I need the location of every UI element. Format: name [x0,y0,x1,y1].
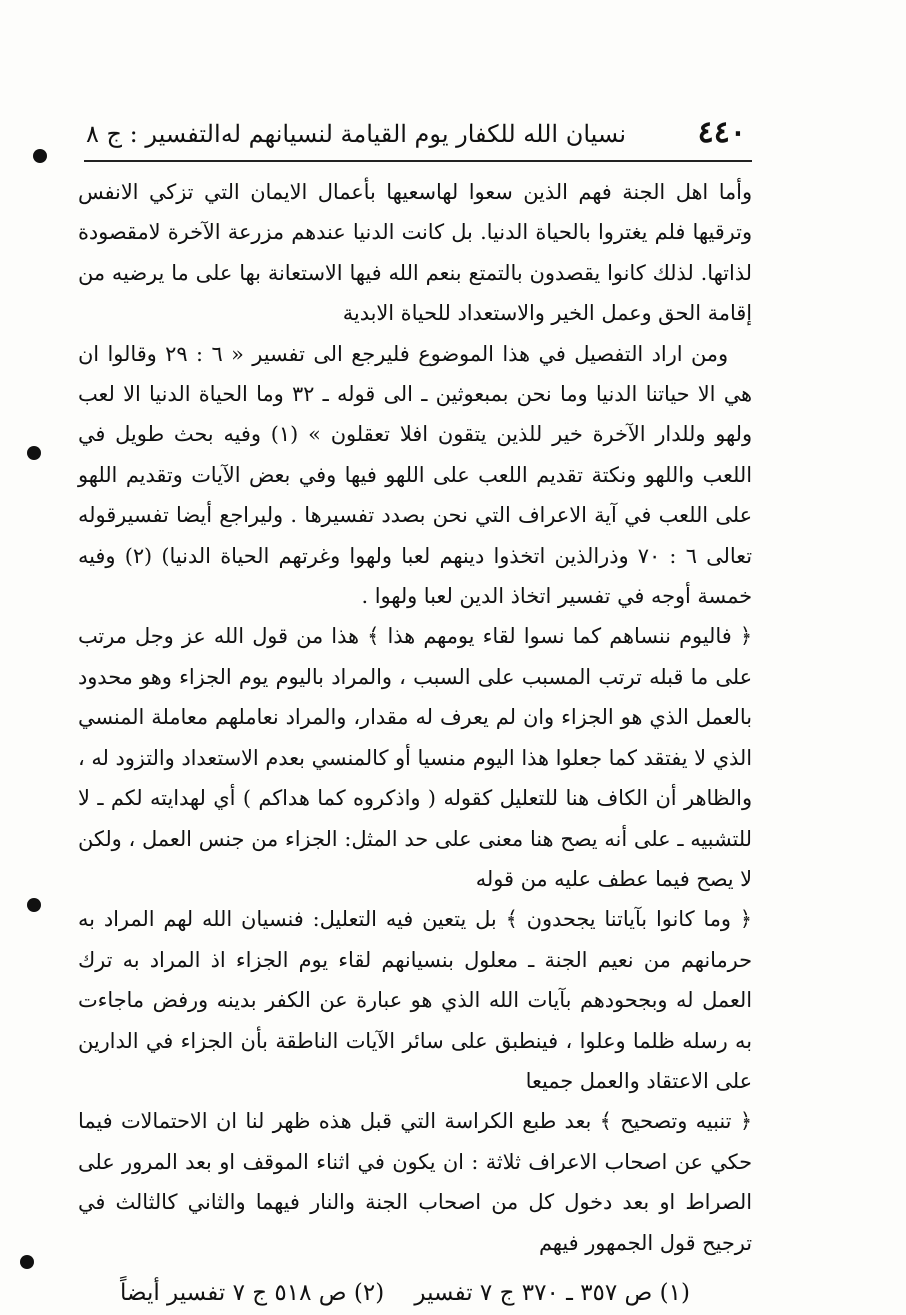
paragraph: وأما اهل الجنة فهم الذين سعوا لهاسعيها بأعمال الايمان التي تزكي الانفس وترقيها فلم يغتروا بالحياة الدنيا. بل كانت الدنيا عندهم مزرعة الآخرة لامقصودة لذاتها. لذلك كانوا يقصدون بالتمتع بنعم الله فيها الاستعانة بها على ما يرضيه من إقامة الحق وعمل الخير والاستعداد للحياة الابدية [78,180,752,326]
footnote-1: (١) ص ٣٥٧ ـ ٣٧٠ ج ٧ تفسير [414,1280,690,1306]
page-number: ٤٤٠ [697,115,746,150]
section-reference: التفسير : ج ٨ [86,120,221,148]
paragraph: ﴿ وما كانوا بآياتنا يجحدون ﴾ بل يتعين فيه التعليل: فنسيان الله لهم المراد به حرمانهم من نعيم الجنة ـ معلول بنسيانهم لقاء يوم الجزاء اذ المراد به ترك العمل له وبجحودهم بآيات الله الذي هو عبارة عن الكفر بدينه ورفض ماجاءت به رسله ظلما وعلوا ، فينطبق على سائر الآيات الناطقة بأن الجزاء في الدارين على الاعتقاد والعمل جميعا [78,907,752,1093]
punch-hole-mark [20,1255,34,1269]
running-title: نسيان الله للكفار يوم القيامة لنسيانهم له [220,120,626,148]
paragraph: ومن اراد التفصيل في هذا الموضوع فليرجع الى تفسير « ٦ : ٢٩ وقالوا ان هي الا حياتنا الدنيا وما نحن بمبعوثين ـ الى قوله ـ ٣٢ وما الحياة الدنيا الا لعب ولهو وللدار الآخرة خير للذين يتقون افلا تعقلون » (١) وفيه بحث طويل في اللعب واللهو ونكتة تقديم اللعب على اللهو فيها وفي بعض الآيات وتقديم اللهو على اللعب في آية الاعراف التي نحن بصدد تفسيرها . وليراجع أيضا تفسيرقوله تعالى ٦ : ٧٠ وذرالذين اتخذوا دينهم لعبا ولهوا وغرتهم الحياة الدنيا) (٢) وفيه خمسة أوجه في تفسير اتخاذ الدين لعبا ولهوا . [78,341,752,609]
paragraph: ﴿ فاليوم ننساهم كما نسوا لقاء يومهم هذا ﴾ هذا من قول الله عز وجل مرتب على ما قبله ترتب المسبب على السبب ، والمراد باليوم يوم الجزاء وهو محدود بالعمل الذي هو الجزاء وان لم يعرف له مقدار، والمراد نعاملهم معاملة المنسي الذي لا يفتقد كما جعلوا هذا اليوم منسيا أو كالمنسي بعدم الاستعداد والتزود له ، والظاهر أن الكاف هنا للتعليل كقوله ( واذكروه كما هداكم ) أي لهدايته لكم ـ لا للتشبيه ـ على أنه يصح هنا معنى على حد المثل: الجزاء من جنس العمل ، ولكن لا يصح فيما عطف عليه من قوله [78,624,752,891]
body-text [78,172,752,1263]
header-rule [84,160,752,162]
punch-hole-mark [27,446,41,460]
paragraph: ﴿ تنبيه وتصحيح ﴾ بعد طبع الكراسة التي قبل هذه ظهر لنا ان الاحتمالات فيما حكي عن اصحاب الاعراف ثلاثة : ان يكون في اثناء الموقف او بعد المرور على الصراط او بعد دخول كل من اصحاب الجنة والنار فيهما والثاني كالثالث في ترجيح قول الجمهور فيهم [78,1109,752,1255]
page-header [86,113,746,157]
footnote-2: (٢) ص ٥١٨ ج ٧ تفسير أيضاً [120,1280,385,1306]
punch-hole-mark [33,149,47,163]
punch-hole-mark [27,898,41,912]
footnotes [120,1276,690,1310]
